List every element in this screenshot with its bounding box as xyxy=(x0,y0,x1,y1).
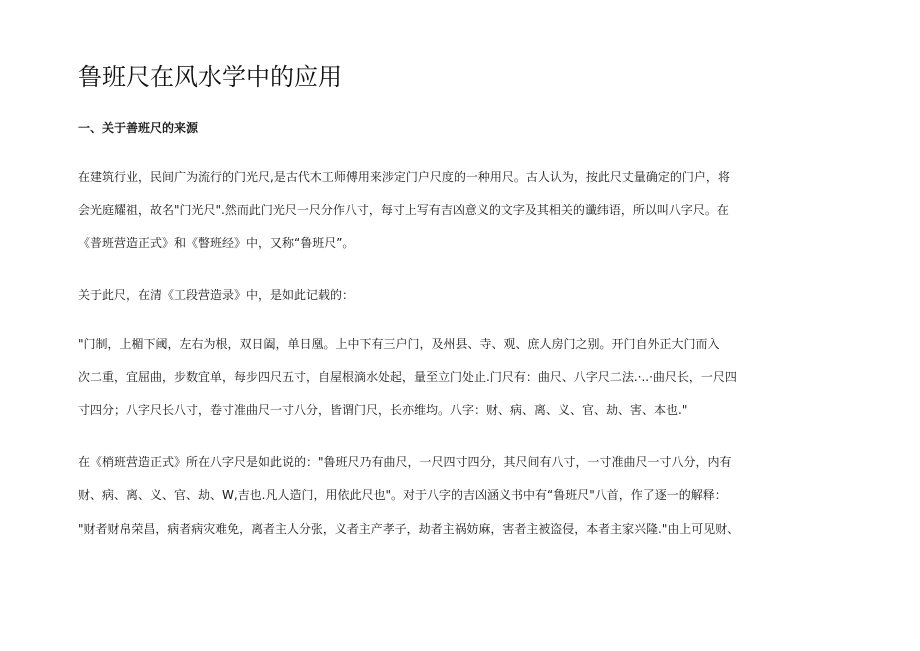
paragraph-1-line-1: 在建筑行业，民间广为流行的门光尺,是古代木工师傅用来涉定门户尺度的一种用尺。古人认为，按此尺丈量确定的门户，将 xyxy=(78,170,730,184)
paragraph-3-line-1: "门制，上楣下阈，左右为根，双日阖，单日凰。上中下有三户门，及州县、寺、观、庶人房门之别。开门自外正大门而入 xyxy=(78,337,720,351)
paragraph-4-line-2: 财、病、离、义、官、劫、W,吉也.凡人造门，用依此尺也"。对于八字的吉凶涵义书中有“鲁班尺"八首，作了逐一的解释： xyxy=(78,488,727,502)
paragraph-1-line-2: 会光庭耀祖，故名"门光尺".然而此门光尺一尺分作八寸，每寸上写有吉凶意义的文字及其相关的谶纬语，所以叫八字尺。在 xyxy=(78,203,729,217)
paragraph-4-line-1: 在《梢班营造正式》所在八字尺是如此说的："鲁班尺乃有曲尺，一尺四寸四分，其尺间有八寸，一寸准曲尺一寸八分，内有 xyxy=(78,455,732,469)
paragraph-3-line-3: 寸四分；八字尺长八寸，卷寸准曲尺一寸八分，皆谓门尺，长亦维均。八字：财、病、离、义、官、劫、害、本也." xyxy=(78,403,688,417)
paragraph-3-line-2: 次二重，宜屈曲，步数宜单，每步四尺五寸，自屋根滴水处起，量至立门处止.门尺有：曲尺、八字尺二法.·..·曲尺长，一尺四 xyxy=(78,370,737,384)
page-title: 鲁班尺在风水学中的应用 xyxy=(78,63,342,91)
paragraph-4-line-3: "财者财帛荣昌，病者病灾难免，离者主人分张，义者主产孝子，劫者主祸妨麻，害者主被盗侵，本者主家兴隆."由上可见财、 xyxy=(78,522,740,536)
paragraph-1-line-3: 《普班营造正式》和《瞥班经》中，又称“鲁班尺”。 xyxy=(78,236,355,250)
section-heading: 一、关于善班尺的来源 xyxy=(78,121,199,135)
paragraph-2-line-1: 关于此尺，在清《工段营造录》中，是如此记载的： xyxy=(78,288,355,302)
